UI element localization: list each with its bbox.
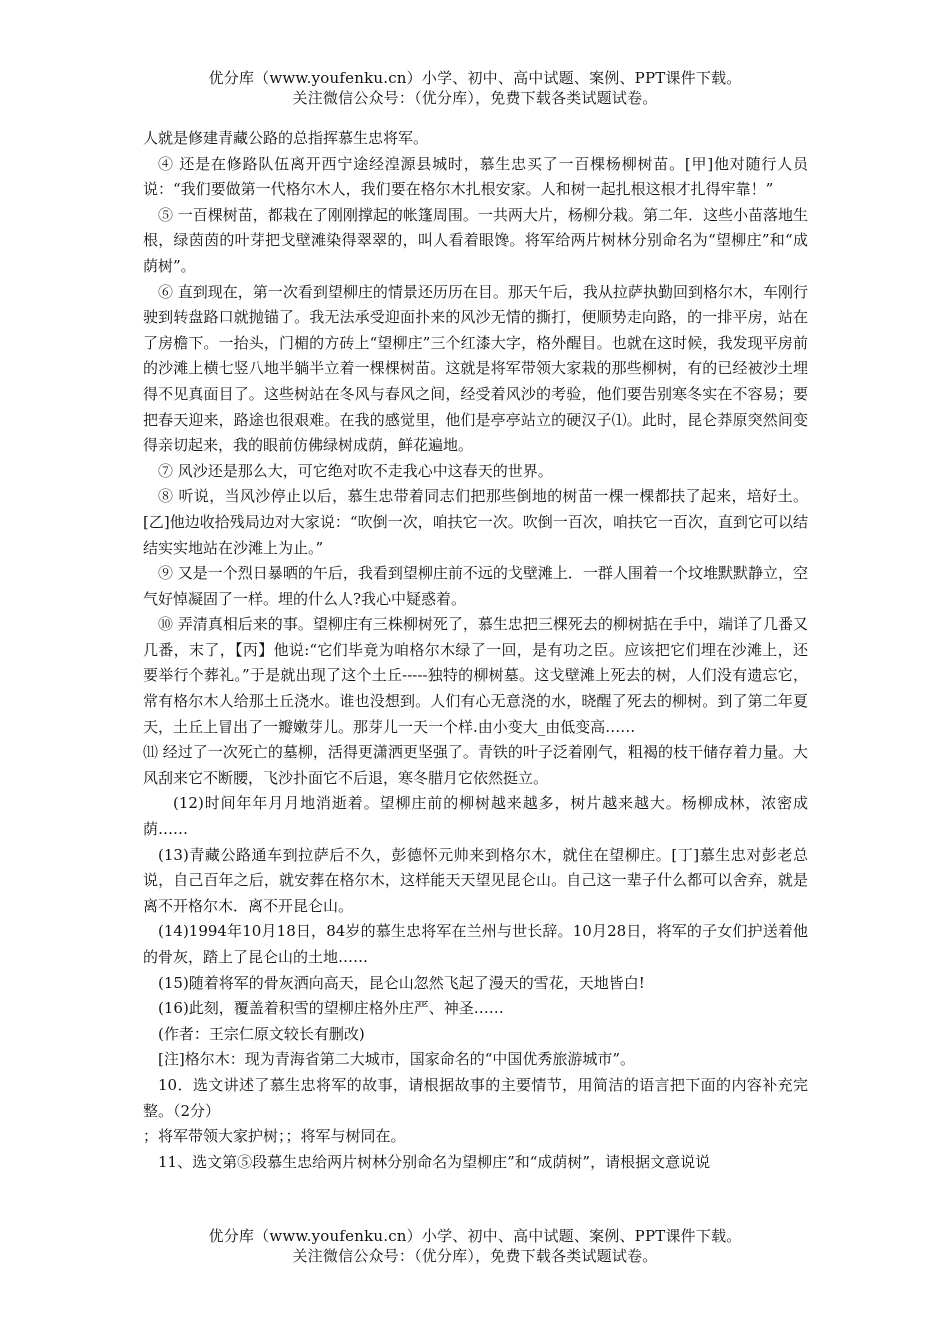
paragraph: ⑾ 经过了一次死亡的墓柳，活得更潇洒更坚强了。青铁的叶子泛着刚气，粗褐的枝干储存着力量。大风刮来它不断腰，飞沙扑面它不后退，寒冬腊月它依然挺立。 bbox=[143, 743, 808, 787]
paragraph: ⑩ 弄清真相后来的事。望柳庄有三株柳树死了，慕生忠把三棵死去的柳树掂在手中，端详了几番又几番，末了，【丙】他说:“它们毕竟为咱格尔木绿了一回，是有功之臣。应该把它们埋在沙滩上，还要举行个葬礼。”于是就出现了这个土丘-----独特的柳树墓。这戈壁滩上死去的树，人们没有遗忘它，常有格尔木人给那土丘浇水。谁也没想到。人们有心无意浇的水，晓醒了死去的柳树。到了第二年夏天，土丘上冒出了一瓣嫩芽儿。那芽儿一天一个样.由小变大_由低变高…… bbox=[143, 615, 808, 736]
paragraph: ⑥ 直到现在，第一次看到望柳庄的情景还历历在目。那天午后，我从拉萨执勤回到格尔木，车刚行驶到转盘路口就抛锚了。我无法承受迎面扑来的风沙无情的撕打，便顺势走向路，的一排平房，站在了房檐下。一抬头，门楣的方砖上“望柳庄”三个红漆大字，格外醒目。也就在这时候，我发现平房前的沙滩上横七竖八地半躺半立着一棵棵树苗。这就是将军带领大家栽的那些柳树，有的已经被沙土埋得不见真面目了。这些树站在冬风与春风之间，经受着风沙的考验，他们要告别寒冬实在不容易；要把春天迎来，路途也很艰难。在我的感觉里，他们是亭亭站立的硬汉子⑴。此时，昆仑莽原突然间变得亲切起来，我的眼前仿佛绿树成荫，鲜花遍地。 bbox=[143, 282, 808, 455]
paragraph: 人就是修建青藏公路的总指挥慕生忠将军。 bbox=[143, 129, 429, 147]
article-body bbox=[143, 126, 808, 1175]
paragraph: ⑤ 一百棵树苗，都栽在了刚刚撑起的帐篷周围。一共两大片，杨柳分栽。第二年．这些小苗落地生根，绿茵茵的叶芽把戈壁滩染得翠翠的，叫人看着眼馋。将军给两片树林分别命名为“望柳庄”和“成荫树”。 bbox=[143, 205, 808, 275]
header-line-1: 优分库（www.youfenku.cn）小学、初中、高中试题、案例、PPT课件下载。 bbox=[208, 69, 742, 87]
footer-line-2: 关注微信公众号：（优分库），免费下载各类试题试卷。 bbox=[292, 1247, 658, 1265]
question-10-blanks: ；将军带领大家护树；；将军与树同在。 bbox=[143, 1127, 406, 1146]
paragraph: (14)1994年10月18日，84岁的慕生忠将军在兰州与世长辞。10月28日，将军的子女们护送着他的骨灰，踏上了昆仑山的土地…… bbox=[143, 922, 808, 966]
paragraph: ⑧ 听说，当风沙停止以后，慕生忠带着同志们把那些倒地的树苗一棵一棵都扶了起来，培好土。[乙]他边收拾残局边对大家说：“吹倒一次，咱扶它一次。吹倒一百次，咱扶它一百次，直到它可以结结实实地站在沙滩上为止。” bbox=[143, 487, 808, 557]
page-footer bbox=[0, 1226, 950, 1266]
paragraph: ④ 还是在修路队伍离开西宁途经湟源县城时，慕生忠买了一百棵杨柳树苗。[甲]他对随行人员说：“我们要做第一代格尔木人，我们要在格尔木扎根安家。人和树一起扎根这根才扎得牢靠！” bbox=[143, 154, 808, 199]
paragraph: ⑦ 风沙还是那么大，可它绝对吹不走我心中这春天的世界。 bbox=[158, 461, 553, 480]
paragraph: (15)随着将军的骨灰洒向高天，昆仑山忽然飞起了漫天的雪花，天地皆白! bbox=[158, 973, 645, 992]
footnote: [注]格尔木：现为青海省第二大城市，国家命名的“中国优秀旅游城市”。 bbox=[158, 1050, 636, 1069]
page-header bbox=[0, 68, 950, 108]
paragraph: ⑨ 又是一个烈日暴晒的午后，我看到望柳庄前不远的戈壁滩上．一群人围着一个坟堆默默静立，空气好悼凝固了一样。埋的什么人?我心中疑惑着。 bbox=[143, 564, 808, 608]
paragraph: (16)此刻，覆盖着积雪的望柳庄格外庄严、神圣…… bbox=[158, 999, 504, 1018]
paragraph: (12)时间年年月月地消逝着。望柳庄前的柳树越来越多，树片越来越大。杨柳成林，浓密成荫…… bbox=[143, 794, 808, 839]
footer-line-1: 优分库（www.youfenku.cn）小学、初中、高中试题、案例、PPT课件下载。 bbox=[208, 1227, 742, 1245]
paragraph: (13)青藏公路通车到拉萨后不久，彭德怀元帅来到格尔木，就住在望柳庄。[丁]慕生忠对彭老总说，自己百年之后，就安葬在格尔木，这样能天天望见昆仑山。自己这一辈子什么都可以舍弃，就是离不开格尔木．离不开昆仑山。 bbox=[143, 845, 808, 915]
header-line-2: 关注微信公众号：（优分库），免费下载各类试题试卷。 bbox=[292, 89, 658, 107]
author-note: (作者：王宗仁原文较长有删改) bbox=[158, 1024, 365, 1043]
question-10: 10．选文讲述了慕生忠将军的故事，请根据故事的主要情节，用简洁的语言把下面的内容补充完整。（2分） bbox=[143, 1075, 808, 1120]
question-11: 11、选文第⑤段慕生忠给两片树林分别命名为望柳庄”和“成荫树”，请根据文意说说 bbox=[158, 1152, 711, 1171]
